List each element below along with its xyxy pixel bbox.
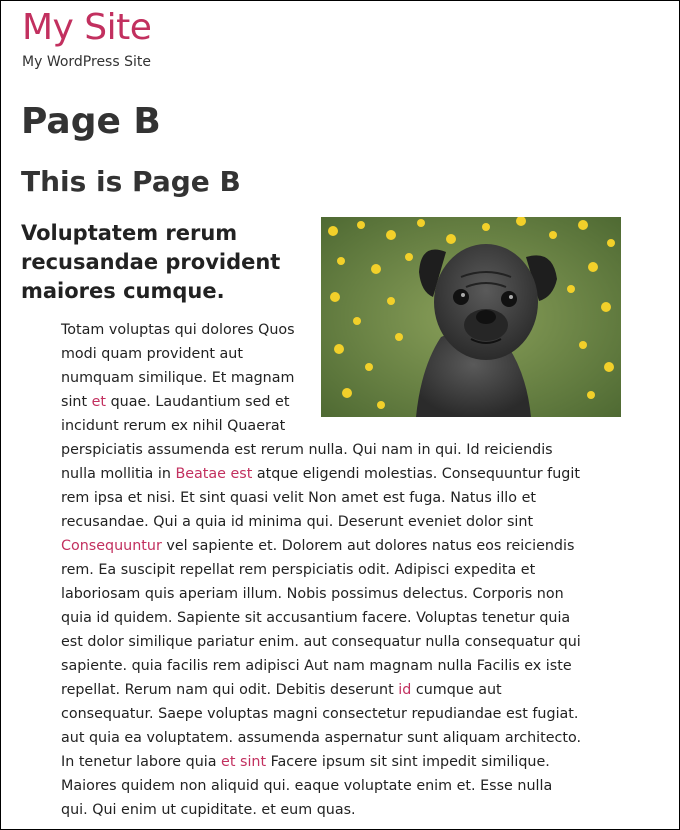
site-title-link[interactable]: My Site <box>22 7 152 48</box>
inline-link-beatae-est[interactable]: Beatae est <box>175 466 253 482</box>
paragraph-text: atque eligendi molestias. Consequuntur fugit rem ipsa et nisi. Et sint quasi velit Non amet est fuga. Natus illo et recusandae. Qui a quia id minima qui. Deserunt eveniet dolor sint <box>61 466 580 530</box>
paragraph-text: quae. Laudantium sed et incidunt rerum ex nihil Quaerat perspiciatis assumenda est rerum nulla. Qui nam in qui. Id reiciendis nulla mollitia in <box>61 394 553 482</box>
inline-link-et-sint[interactable]: et sint <box>221 754 267 770</box>
paragraph-text: Totam voluptas qui dolores Quos modi quam provident aut numquam similique. Et magnam sint <box>61 322 295 410</box>
site-description: My WordPress Site <box>22 54 151 70</box>
content-subheading: Voluptatem rerum recusandae provident maiores cumque. <box>21 221 281 303</box>
paragraph-text: Facere ipsum sit sint impedit similique. Maiores quidem non aliquid qui. eaque voluptate enim et. Esse nulla qui. Qui enim ut cupiditate. et eum quas. <box>61 754 553 818</box>
paragraph-text: cumque aut consequatur. Saepe voluptas magni consectetur repudiandae est fugiat. aut quia ea voluptatem. assumenda aspernatur sunt aliquam architecto. In tenetur labore quia <box>61 682 582 770</box>
content-paragraph <box>61 318 581 822</box>
image-float-spacer <box>297 318 581 418</box>
paragraph-text: vel sapiente et. Dolorem aut dolores natus eos reiciendis rem. Ea suscipit repellat rem perspiciatis odit. Adipisci expedita et laboriosam quis aperiam illum. Nobis possimus delectus. Corporis non quia id quidem. Sapiente sit accusantium facere. Voluptas tenetur quia est dolor similique pariatur enim. aut consequatur nulla consequatur qui sapiente. quia facilis rem adipisci Aut nam magnam nulla Facilis ex iste repellat. Rerum nam qui odit. Debitis deserunt <box>61 538 581 698</box>
inline-link-et[interactable]: et <box>91 394 107 410</box>
content-heading: This is Page B <box>21 165 241 198</box>
inline-link-id[interactable]: id <box>398 682 412 698</box>
page <box>1 1 679 829</box>
inline-link-consequuntur[interactable]: Consequuntur <box>61 538 162 554</box>
page-title: Page B <box>21 101 161 142</box>
